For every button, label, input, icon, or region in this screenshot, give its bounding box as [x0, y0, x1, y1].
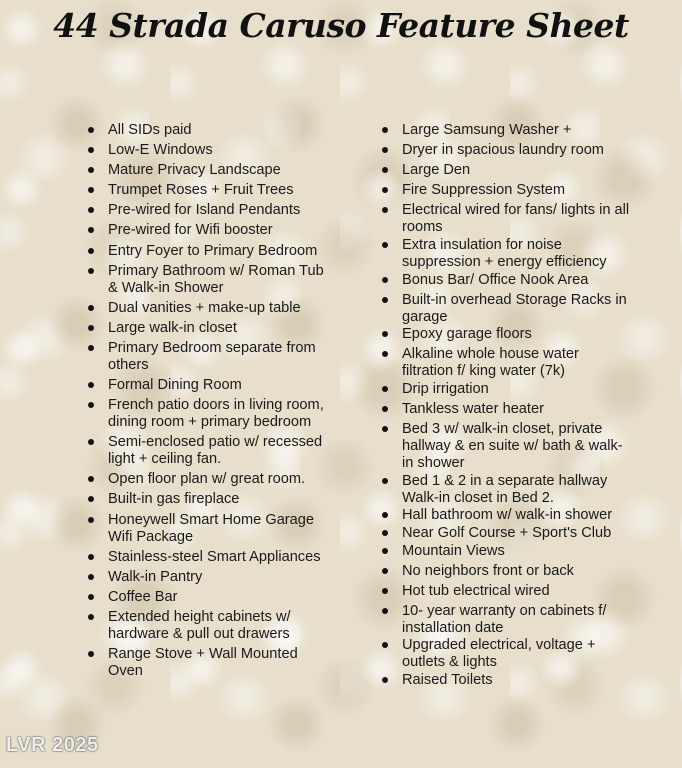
bullet-icon	[88, 554, 94, 560]
feature-text: Primary Bedroom separate from others	[108, 339, 316, 373]
feature-item	[380, 162, 630, 179]
bullet-icon	[88, 594, 94, 600]
bullet-icon	[382, 187, 388, 193]
feature-text: Built-in gas fireplace	[108, 491, 240, 508]
feature-text: Entry Foyer to Primary Bedroom	[108, 242, 318, 259]
feature-text: Stainless-steel Smart Appliances	[108, 548, 321, 565]
bullet-icon	[382, 608, 388, 614]
feature-text: 10- year warranty on cabinets f/ installation date	[402, 602, 607, 636]
bullet-icon	[382, 351, 388, 357]
feature-item	[86, 340, 336, 374]
bullet-icon	[382, 127, 388, 133]
bullet-icon	[88, 325, 94, 331]
feature-text: Mountain Views	[402, 542, 505, 559]
bullet-icon	[88, 167, 94, 173]
bullet-icon	[88, 345, 94, 351]
feature-item	[86, 182, 336, 199]
feature-item	[86, 142, 336, 159]
feature-text: Coffee Bar	[108, 588, 178, 605]
feature-item	[380, 401, 630, 418]
feature-item	[380, 272, 630, 289]
bullet-icon	[382, 297, 388, 303]
feature-item	[380, 142, 630, 159]
feature-text: Extended height cabinets w/ hardware & pull out drawers	[108, 608, 291, 642]
feature-item	[86, 202, 336, 219]
page-title: 44 Strada Caruso Feature Sheet	[53, 6, 629, 45]
feature-text: Hot tub electrical wired	[402, 582, 550, 599]
feature-text: Raised Toilets	[402, 671, 493, 688]
bullet-icon	[88, 476, 94, 482]
feature-text: Tankless water heater	[402, 401, 544, 418]
feature-text: Walk-in Pantry	[108, 568, 203, 585]
feature-item	[86, 122, 336, 139]
bullet-icon	[382, 548, 388, 554]
bullet-icon	[382, 512, 388, 518]
feature-item	[380, 122, 630, 139]
bullet-icon	[88, 248, 94, 254]
feature-text: Low-E Windows	[108, 142, 213, 159]
feature-item	[86, 589, 336, 606]
feature-text: Built-in overhead Storage Racks in garage	[402, 291, 627, 325]
feature-item	[86, 646, 336, 680]
bullet-icon	[382, 568, 388, 574]
feature-item	[86, 512, 336, 546]
feature-item	[380, 421, 630, 472]
bullet-icon	[382, 167, 388, 173]
feature-item	[380, 326, 630, 343]
feature-text: Hall bathroom w/ walk-in shower	[402, 507, 613, 524]
bullet-icon	[382, 386, 388, 392]
feature-item	[380, 202, 630, 236]
feature-text: Bed 3 w/ walk-in closet, private hallway & en suite w/ bath & walk-in shower	[402, 421, 623, 472]
feature-item	[86, 471, 336, 488]
watermark: LVR 2025	[6, 734, 99, 756]
bullet-icon	[88, 127, 94, 133]
bullet-icon	[88, 187, 94, 193]
feature-text: Trumpet Roses + Fruit Trees	[108, 182, 294, 199]
feature-item	[86, 320, 336, 337]
feature-item	[86, 162, 336, 179]
feature-item	[380, 543, 630, 560]
feature-text: Formal Dining Room	[108, 377, 242, 394]
bullet-icon	[382, 406, 388, 412]
feature-text: Semi-enclosed patio w/ recessed light + ceiling fan.	[108, 434, 323, 468]
bullet-icon	[382, 147, 388, 153]
left-feature-list	[86, 122, 336, 683]
bullet-icon	[382, 277, 388, 283]
feature-item	[86, 397, 336, 431]
bullet-icon	[382, 530, 388, 536]
feature-text: Open floor plan w/ great room.	[108, 471, 306, 488]
feature-text: Alkaline whole house water filtration f/ king water (7k)	[402, 346, 579, 380]
bullet-icon	[88, 207, 94, 213]
bullet-icon	[88, 147, 94, 153]
feature-item	[86, 569, 336, 586]
feature-text: Fire Suppression System	[402, 182, 566, 199]
feature-text: All SIDs paid	[108, 122, 192, 138]
feature-text: No neighbors front or back	[402, 562, 574, 579]
feature-text: Drip irrigation	[402, 380, 489, 397]
feature-item	[86, 377, 336, 394]
bullet-icon	[88, 439, 94, 445]
feature-text: Dual vanities + make-up table	[108, 299, 301, 316]
feature-text: Dryer in spacious laundry room	[402, 142, 604, 159]
feature-item	[380, 346, 630, 380]
feature-text: Bonus Bar/ Office Nook Area	[402, 271, 589, 288]
bullet-icon	[382, 478, 388, 484]
feature-text: Large walk-in closet	[108, 319, 237, 336]
feature-item	[380, 525, 630, 542]
feature-item	[86, 300, 336, 317]
bullet-icon	[382, 331, 388, 337]
feature-text: Mature Privacy Landscape	[108, 162, 281, 179]
feature-item	[380, 563, 630, 580]
feature-item	[86, 549, 336, 566]
feature-text: Pre-wired for Wifi booster	[108, 222, 273, 239]
feature-text: Pre-wired for Island Pendants	[108, 202, 301, 219]
feature-text: Large Den	[402, 162, 471, 179]
bullet-icon	[88, 227, 94, 233]
bullet-icon	[382, 642, 388, 648]
bullet-icon	[88, 651, 94, 657]
feature-text: Honeywell Smart Home Garage Wifi Package	[108, 511, 315, 545]
feature-text: Near Golf Course + Sport's Club	[402, 524, 612, 541]
feature-item	[380, 237, 630, 271]
feature-text: Large Samsung Washer +	[402, 122, 572, 138]
feature-text: Primary Bathroom w/ Roman Tub & Walk-in Shower	[108, 262, 324, 296]
feature-text: Epoxy garage floors	[402, 326, 532, 343]
bullet-icon	[382, 242, 388, 248]
bullet-icon	[88, 305, 94, 311]
feature-item	[380, 583, 630, 600]
feature-text: Extra insulation for noise suppression + energy efficiency	[402, 236, 607, 270]
feature-text: Bed 1 & 2 in a separate hallway Walk-in closet in Bed 2.	[402, 472, 608, 506]
feature-item	[380, 637, 630, 671]
bullet-icon	[382, 207, 388, 213]
feature-item	[380, 381, 630, 398]
feature-item	[86, 243, 336, 260]
feature-item	[380, 507, 630, 524]
feature-text: French patio doors in living room, dining room + primary bedroom	[108, 397, 324, 431]
feature-text: Electrical wired for fans/ lights in all rooms	[402, 202, 630, 236]
feature-item	[380, 292, 630, 326]
feature-item	[380, 603, 630, 637]
bullet-icon	[88, 496, 94, 502]
feature-item	[380, 182, 630, 199]
feature-item	[86, 434, 336, 468]
feature-item	[380, 672, 630, 689]
bullet-icon	[88, 517, 94, 523]
feature-item	[86, 263, 336, 297]
feature-item	[86, 491, 336, 508]
feature-item	[380, 473, 630, 507]
feature-item	[86, 609, 336, 643]
bullet-icon	[88, 402, 94, 408]
bullet-icon	[382, 677, 388, 683]
bullet-icon	[88, 268, 94, 274]
right-feature-list	[380, 122, 630, 692]
feature-text: Upgraded electrical, voltage + outlets & lights	[402, 637, 596, 671]
bullet-icon	[382, 426, 388, 432]
feature-text: Range Stove + Wall Mounted Oven	[108, 645, 298, 679]
bullet-icon	[88, 614, 94, 620]
bullet-icon	[382, 588, 388, 594]
bullet-icon	[88, 382, 94, 388]
feature-item	[86, 222, 336, 239]
bullet-icon	[88, 574, 94, 580]
